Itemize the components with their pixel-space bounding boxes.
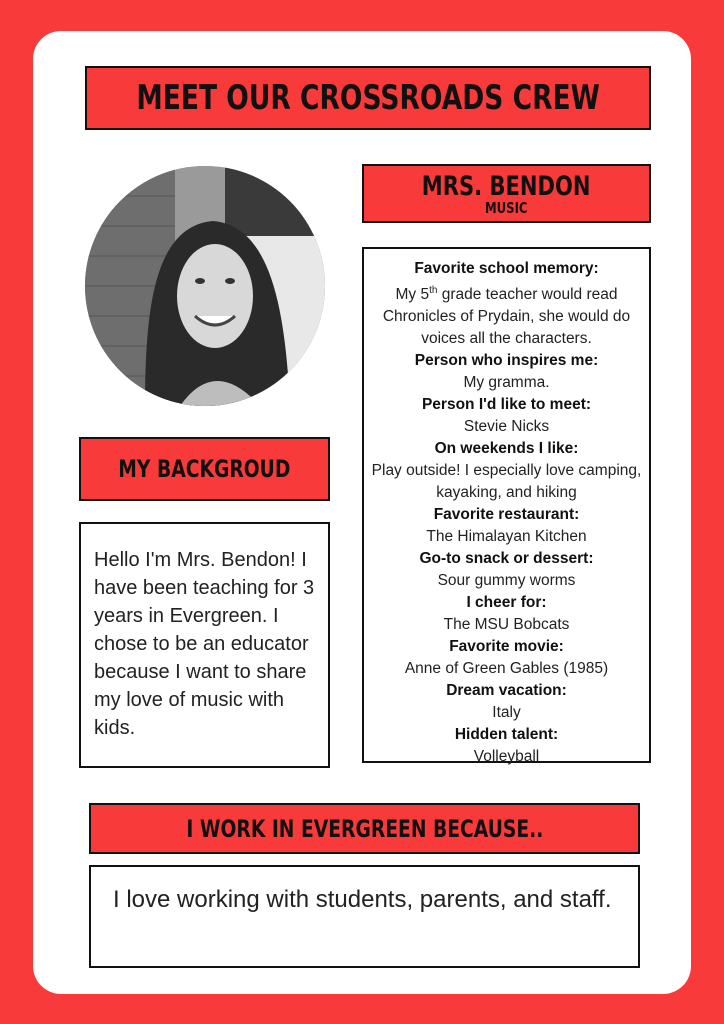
work-heading-banner <box>89 803 640 854</box>
fact-answer: My 5th grade teacher would read Chronicles of Prydain, she would do voices all the characters. <box>382 285 631 348</box>
work-heading: I WORK IN EVERGREEN BECAUSE.. <box>185 814 544 843</box>
fact-answer: Italy <box>492 704 521 722</box>
teacher-subject: MUSIC <box>485 198 528 217</box>
background-text: Hello I'm Mrs. Bendon! I have been teaching for 3 years in Evergreen. I chose to be an educator because I want to share my love of music with kids. <box>94 549 315 739</box>
title-banner <box>85 66 651 130</box>
fact-answer: Sour gummy worms <box>437 572 576 590</box>
fact-question: Hidden talent: <box>454 726 559 744</box>
fact-question: Dream vacation: <box>446 682 567 700</box>
fact-question: I cheer for: <box>466 594 547 612</box>
fact-answer: Volleyball <box>473 748 540 766</box>
fact-question: Favorite restaurant: <box>433 506 580 524</box>
fact-question: Person I'd like to meet: <box>421 396 592 414</box>
fact-question: Person who inspires me: <box>414 352 599 370</box>
fact-answer: The Himalayan Kitchen <box>426 528 587 546</box>
portrait-image <box>85 166 325 406</box>
work-text: I love working with students, parents, and staff. <box>113 886 612 913</box>
work-text-box <box>89 865 640 968</box>
fact-question: Favorite school memory: <box>414 260 599 277</box>
background-heading: MY BACKGROUD <box>118 455 291 483</box>
teacher-photo <box>85 166 325 406</box>
fact-question: Go-to snack or dessert: <box>419 550 594 568</box>
fact-answer: Stevie Nicks <box>463 418 550 436</box>
fact-answer: Anne of Green Gables (1985) <box>404 660 609 678</box>
teacher-name-banner <box>362 164 651 223</box>
fact-question: Favorite movie: <box>449 638 564 656</box>
background-heading-banner <box>79 437 330 501</box>
fact-answer: Play outside! I especially love camping, kayaking, and hiking <box>371 462 642 502</box>
page-title: MEET OUR CROSSROADS CREW <box>136 78 600 118</box>
fact-answer: My gramma. <box>463 374 550 392</box>
fact-question: On weekends I like: <box>434 440 579 458</box>
facts-panel <box>362 247 651 766</box>
background-text-box <box>79 522 330 768</box>
teacher-name: MRS. BENDON <box>422 170 591 202</box>
fact-answer: The MSU Bobcats <box>443 616 570 634</box>
